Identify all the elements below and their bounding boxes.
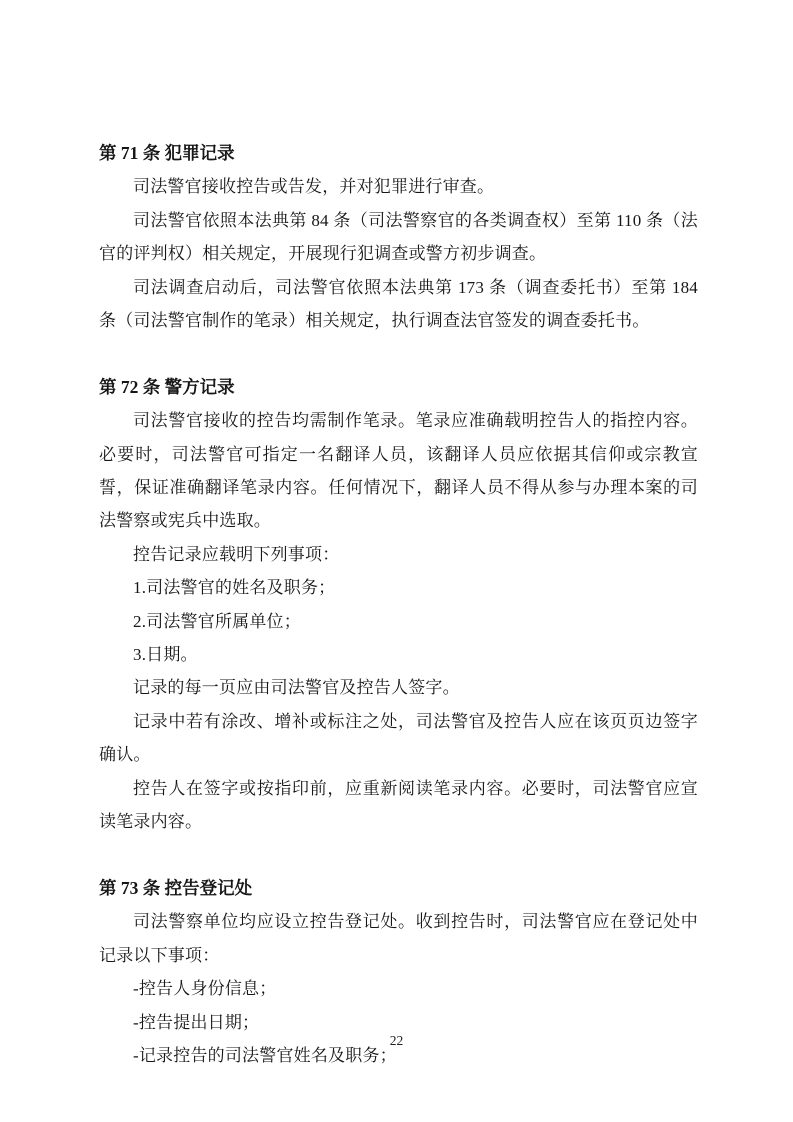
paragraph: 司法警官接收的控告均需制作笔录。笔录应准确载明控告人的指控内容。必要时，司法警官可指定一名翻译人员，该翻译人员应依据其信仰或宗教宣誓，保证准确翻译笔录内容。任何情况下，翻译人员不得从参与办理本案的司法警察或宪兵中选取。 [99, 411, 698, 531]
paragraph: 3.日期。 [133, 645, 198, 665]
article-section [99, 137, 698, 337]
paragraph: 2.司法警官所属单位； [133, 611, 301, 631]
paragraph: 控告人在签字或按指印前，应重新阅读笔录内容。必要时，司法警官应宣读笔录内容。 [99, 778, 698, 832]
paragraph: 控告记录应载明下列事项： [133, 544, 340, 564]
article-heading: 第 72 条 警方记录 [99, 376, 235, 397]
paragraph: 1.司法警官的姓名及职务； [133, 578, 336, 598]
paragraph: -控告提出日期； [133, 1012, 260, 1032]
paragraph: 司法警察单位均应设立控告登记处。收到控告时，司法警官应在登记处中记录以下事项： [99, 912, 698, 965]
paragraph: 记录的每一页应由司法警官及控告人签字。 [133, 678, 460, 698]
document-content [99, 137, 698, 1072]
paragraph: 司法警官接收控告或告发，并对犯罪进行审查。 [133, 177, 495, 197]
paragraph: -控告人身份信息； [133, 979, 277, 999]
page-number: 22 [389, 1033, 404, 1048]
paragraph: -记录控告的司法警官姓名及职务； [133, 1045, 397, 1065]
article-heading: 第 73 条 控告登记处 [99, 877, 253, 898]
paragraph: 司法调查启动后，司法警官依照本法典第 173 条（调查委托书）至第 184 条（司法警官制作的笔录）相关规定，执行调查法官签发的调查委托书。 [99, 277, 698, 331]
paragraph: 记录中若有涂改、增补或标注之处，司法警官及控告人应在该页页边签字确认。 [99, 711, 698, 765]
article-heading: 第 71 条 犯罪记录 [99, 143, 235, 163]
article-section [99, 371, 698, 839]
paragraph: 司法警官依照本法典第 84 条（司法警察官的各类调查权）至第 110 条（法官的评判权）相关规定，开展现行犯调查或警方初步调查。 [99, 210, 698, 264]
